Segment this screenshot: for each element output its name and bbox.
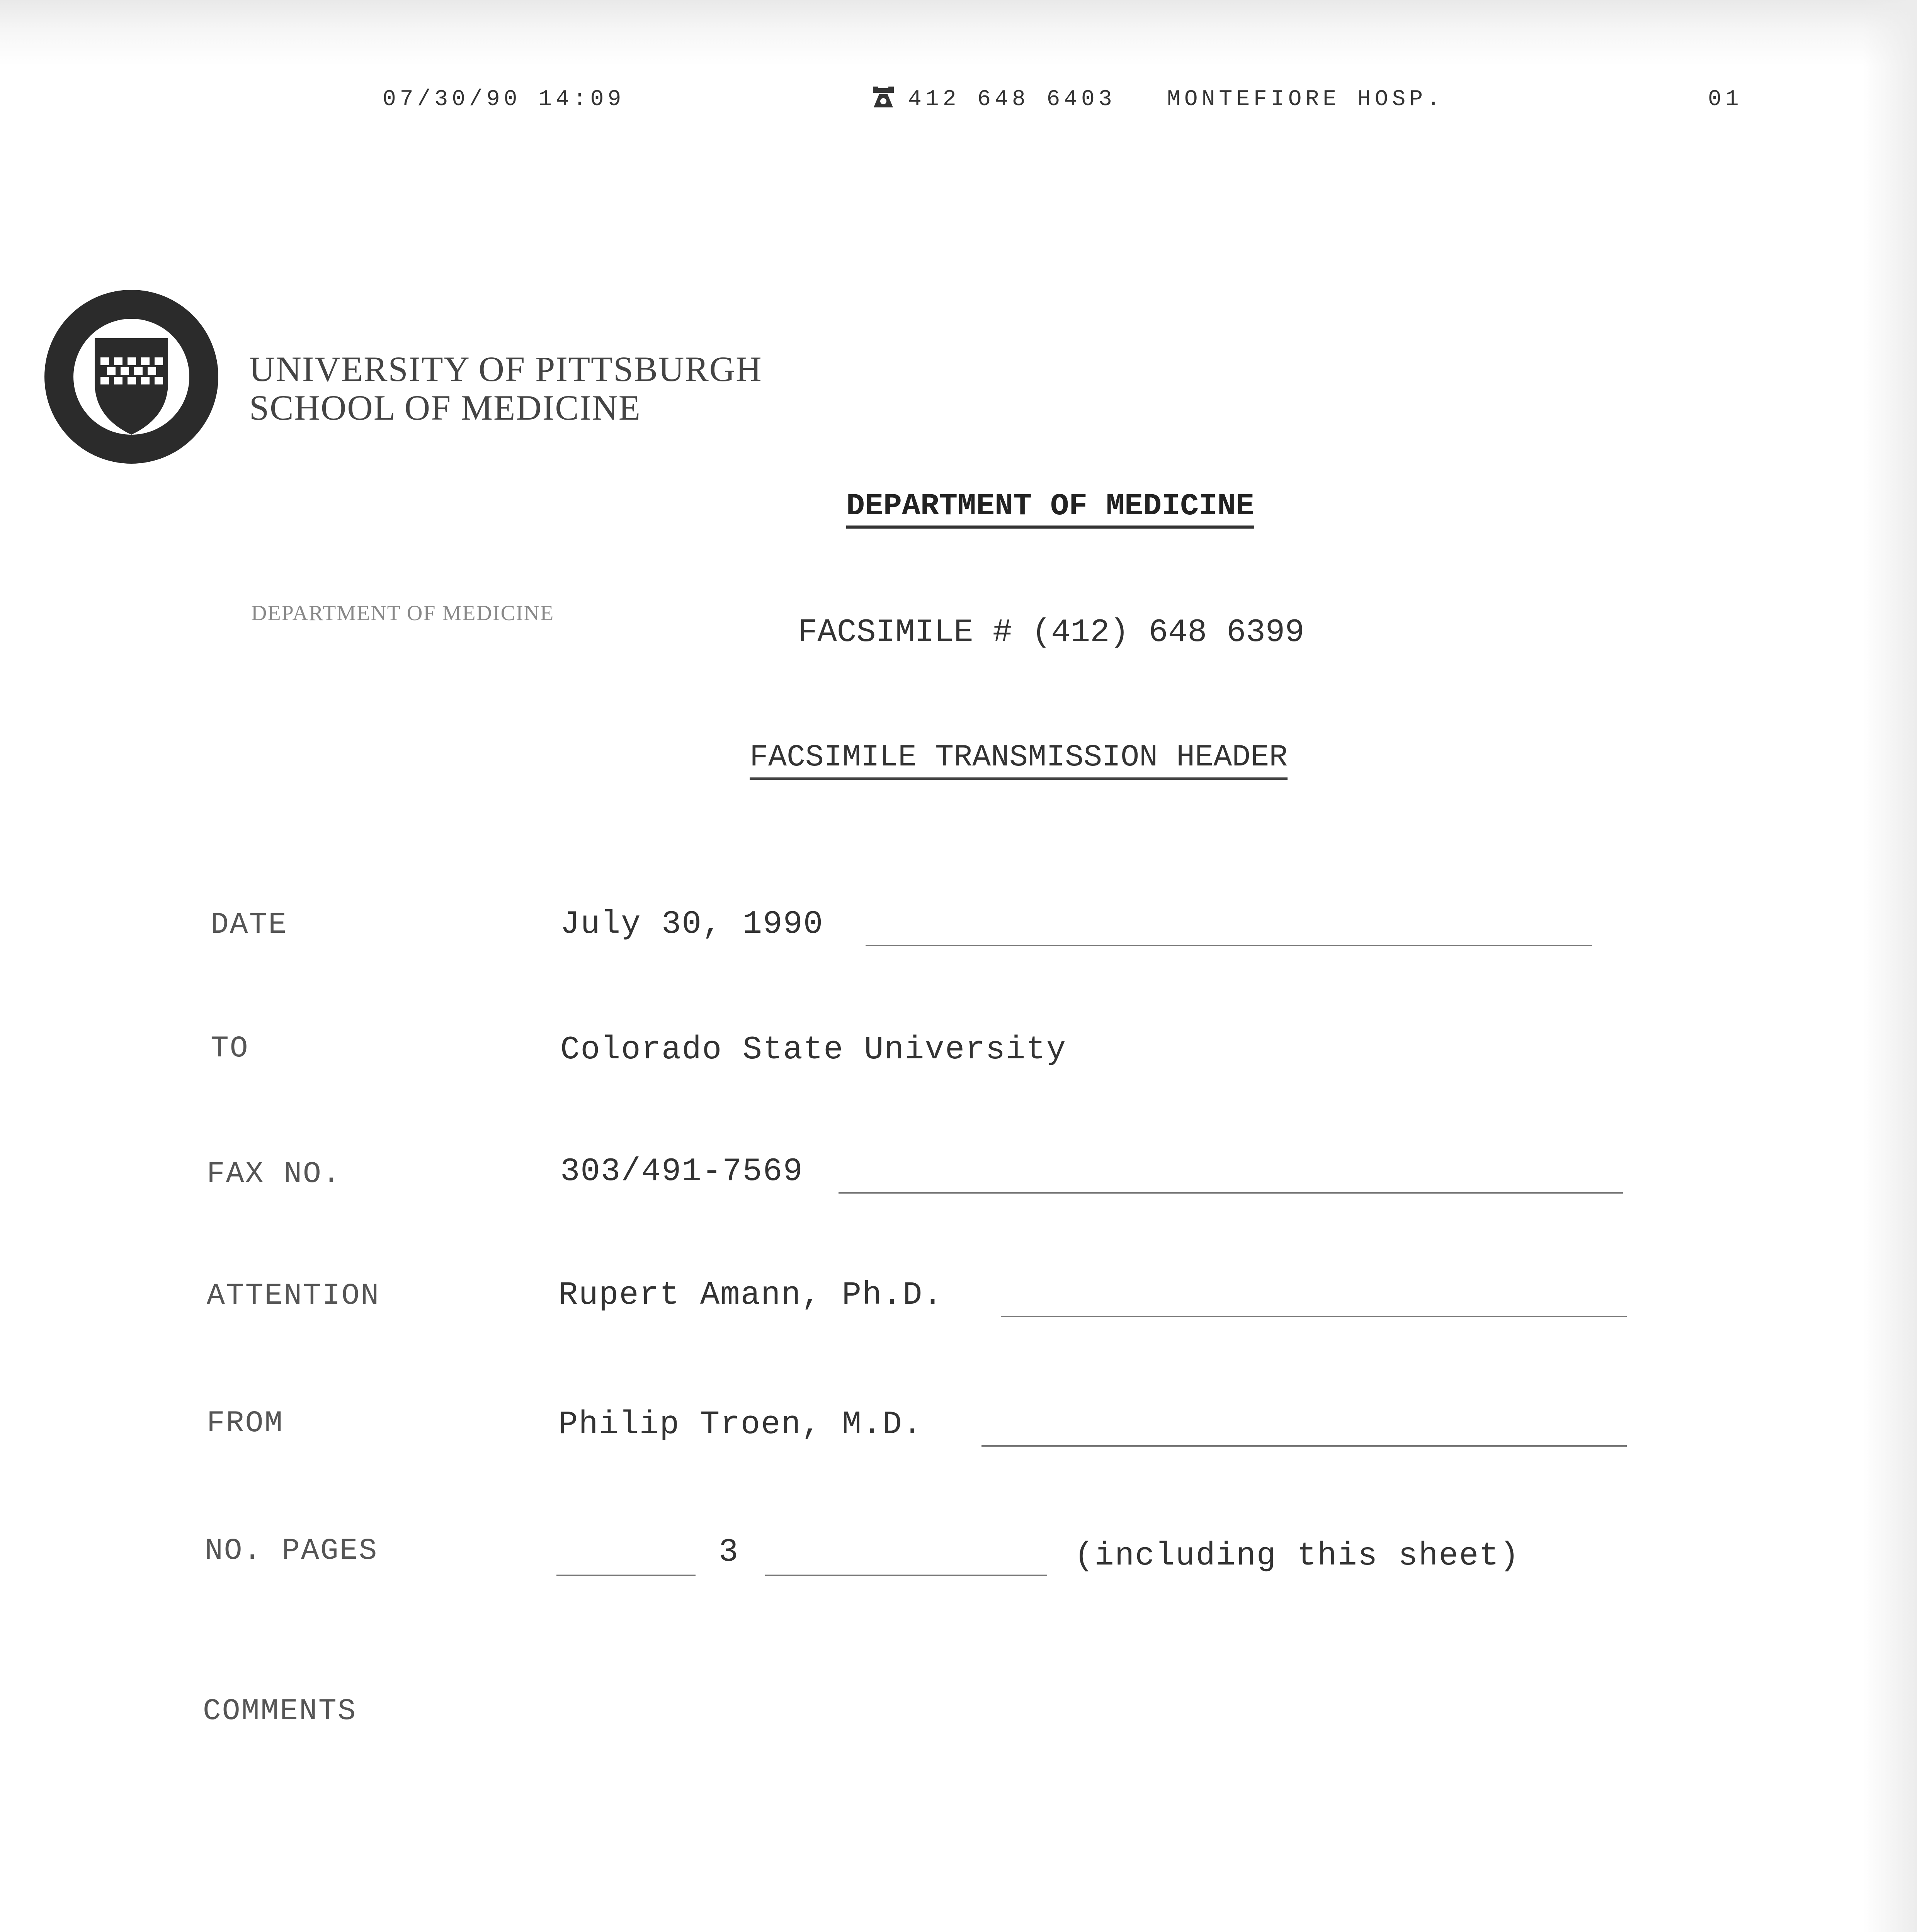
university-name: UNIVERSITY OF PITTSBURGH [249,349,762,389]
pages-underline-right [765,1575,1047,1576]
date-label: DATE [211,908,288,942]
page-top-shadow [0,0,1917,66]
to-label: TO [211,1032,249,1066]
pages-underline-left [556,1575,696,1576]
from-value: Philip Troen, M.D. [558,1406,923,1443]
fax-datetime: 07/30/90 14:09 [383,87,625,112]
pages-note: (including this sheet) [1074,1538,1520,1575]
facsimile-number: FACSIMILE # (412) 648 6399 [798,614,1305,651]
fax-page-number: 01 [1708,87,1743,112]
page-right-shadow [1863,0,1917,1932]
document-title: FACSIMILE TRANSMISSION HEADER [750,740,1288,780]
fax-number-value: 303/491-7569 [560,1153,803,1190]
attention-label: ATTENTION [207,1279,380,1313]
fax-sender-name: MONTEFIORE HOSP. [1167,87,1444,112]
attention-underline [1001,1316,1627,1317]
date-value: July 30, 1990 [560,906,824,943]
to-value: Colorado State University [560,1032,1067,1068]
fax-phone-number: 412 648 6403 [908,87,1116,112]
fax-number-label: FAX NO. [207,1157,342,1191]
from-underline [981,1445,1627,1447]
letterhead-department: DEPARTMENT OF MEDICINE [251,601,555,625]
university-seal-icon [41,286,222,468]
pages-value: 3 [719,1534,739,1571]
date-underline [866,945,1592,946]
comments-label: COMMENTS [203,1694,357,1728]
from-label: FROM [207,1406,284,1440]
fax-number-underline [839,1192,1623,1194]
attention-value: Rupert Amann, Ph.D. [558,1277,943,1314]
pages-label: NO. PAGES [205,1534,378,1568]
phone-icon [871,86,895,110]
school-name: SCHOOL OF MEDICINE [249,388,641,427]
department-heading: DEPARTMENT OF MEDICINE [846,489,1254,529]
